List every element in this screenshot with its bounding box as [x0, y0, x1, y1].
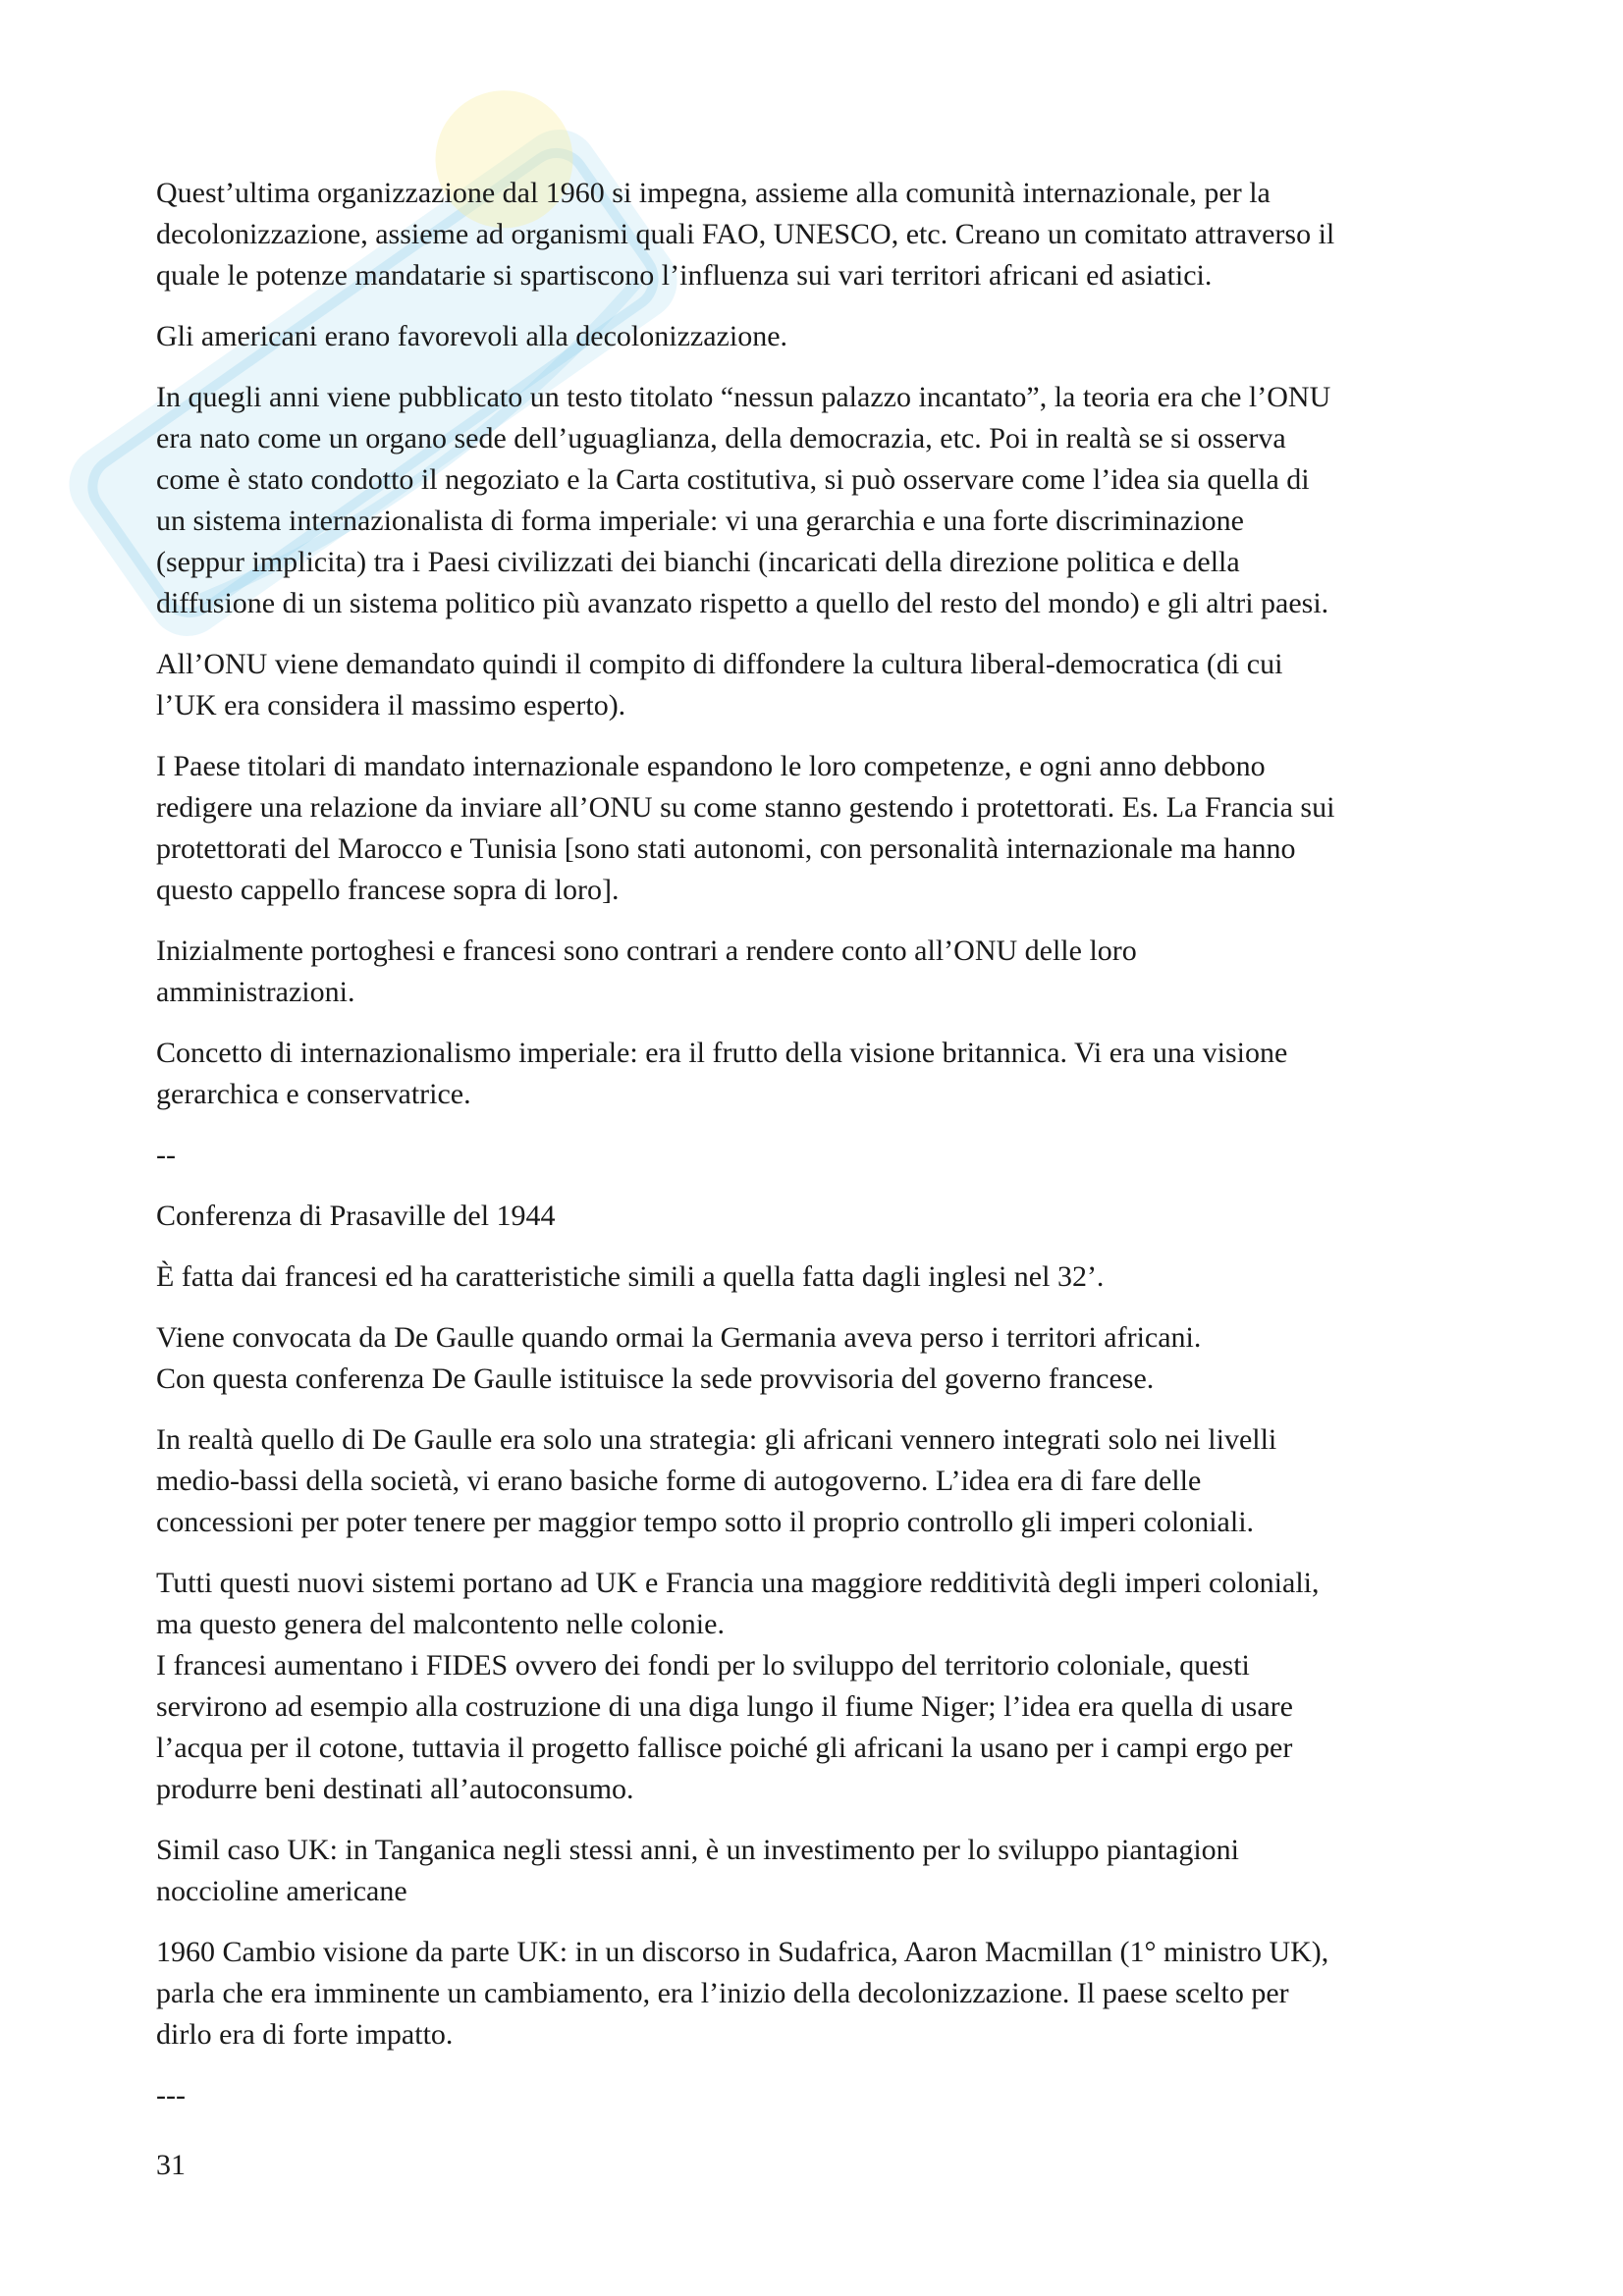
paragraph: Gli americani erano favorevoli alla decolonizzazione.: [156, 320, 788, 352]
paragraph: Viene convocata da De Gaulle quando ormai la Germania aveva perso i territori africani. Con questa conferenza De Gaulle istituisce la sede provvisoria del governo francese.: [156, 1321, 1202, 1395]
paragraph: È fatta dai francesi ed ha caratteristiche simili a quella fatta dagli inglesi nel 32’.: [156, 1260, 1105, 1293]
paragraph: Simil caso UK: in Tanganica negli stessi anni, è un investimento per lo sviluppo piantagioni noccioline americane: [156, 1834, 1240, 1907]
paragraph: Concetto di internazionalismo imperiale: era il frutto della visione britannica. Vi era una visione gerarchica e conservatrice.: [156, 1037, 1288, 1110]
paragraph: Tutti questi nuovi sistemi portano ad UK e Francia una maggiore redditività degli imperi coloniali, ma questo genera del malcontento nelle colonie. I francesi aumentano i FIDES ovvero dei fondi per lo sviluppo del territorio coloniale, questi servirono ad esempio alla costruzione di una diga lungo il fiume Niger; l’idea era quella di usare l’acqua per il cotone, tuttavia il progetto fallisce poiché gli africani la usano per i campi ergo per produrre beni destinati all’autoconsumo.: [156, 1567, 1320, 1805]
paragraph: Inizialmente portoghesi e francesi sono contrari a rendere conto all’ONU delle loro amministrazioni.: [156, 934, 1137, 1008]
page-number: 31: [156, 2149, 186, 2181]
paragraph: All’ONU viene demandato quindi il compito di diffondere la cultura liberal-democratica (di cui l’UK era considera il massimo esperto).: [156, 648, 1283, 721]
document-body: [156, 173, 1472, 2136]
section-heading: Conferenza di Prasaville del 1944: [156, 1200, 556, 1232]
section-divider: ---: [156, 2079, 186, 2111]
paragraph: 1960 Cambio visione da parte UK: in un discorso in Sudafrica, Aaron Macmillan (1° ministro UK), parla che era imminente un cambiamento, era l’inizio della decolonizzazione. Il paese scelto per dirlo era di forte impatto.: [156, 1936, 1329, 2051]
section-divider: --: [156, 1139, 176, 1171]
paragraph: Quest’ultima organizzazione dal 1960 si impegna, assieme alla comunità internazionale, per la decolonizzazione, assieme ad organismi quali FAO, UNESCO, etc. Creano un comitato attraverso il quale le potenze mandatarie si spartiscono l’influenza sui vari territori africani ed asiatici.: [156, 177, 1335, 292]
paragraph: I Paese titolari di mandato internazionale espandono le loro competenze, e ogni anno debbono redigere una relazione da inviare all’ONU su come stanno gestendo i protettorati. Es. La Francia sui protettorati del Marocco e Tunisia [sono stati autonomi, con personalità internazionale ma hanno questo cappello francese sopra di loro].: [156, 750, 1335, 906]
paragraph: In realtà quello di De Gaulle era solo una strategia: gli africani vennero integrati solo nei livelli medio-bassi della società, vi erano basiche forme di autogoverno. L’idea era di fare delle concessioni per poter tenere per maggior tempo sotto il proprio controllo gli imperi coloniali.: [156, 1423, 1277, 1538]
paragraph: In quegli anni viene pubblicato un testo titolato “nessun palazzo incantato”, la teoria era che l’ONU era nato come un organo sede dell’uguaglianza, della democrazia, etc. Poi in realtà se si osserva come è stato condotto il negoziato e la Carta costitutiva, si può osservare come l’idea sia quella di un sistema internazionalista di forma imperiale: vi una gerarchia e una forte discriminazione (seppur implicita) tra i Paesi civilizzati dei bianchi (incaricati della direzione politica e della diffusione di un sistema politico più avanzato rispetto a quello del resto del mondo) e gli altri paesi.: [156, 381, 1331, 619]
